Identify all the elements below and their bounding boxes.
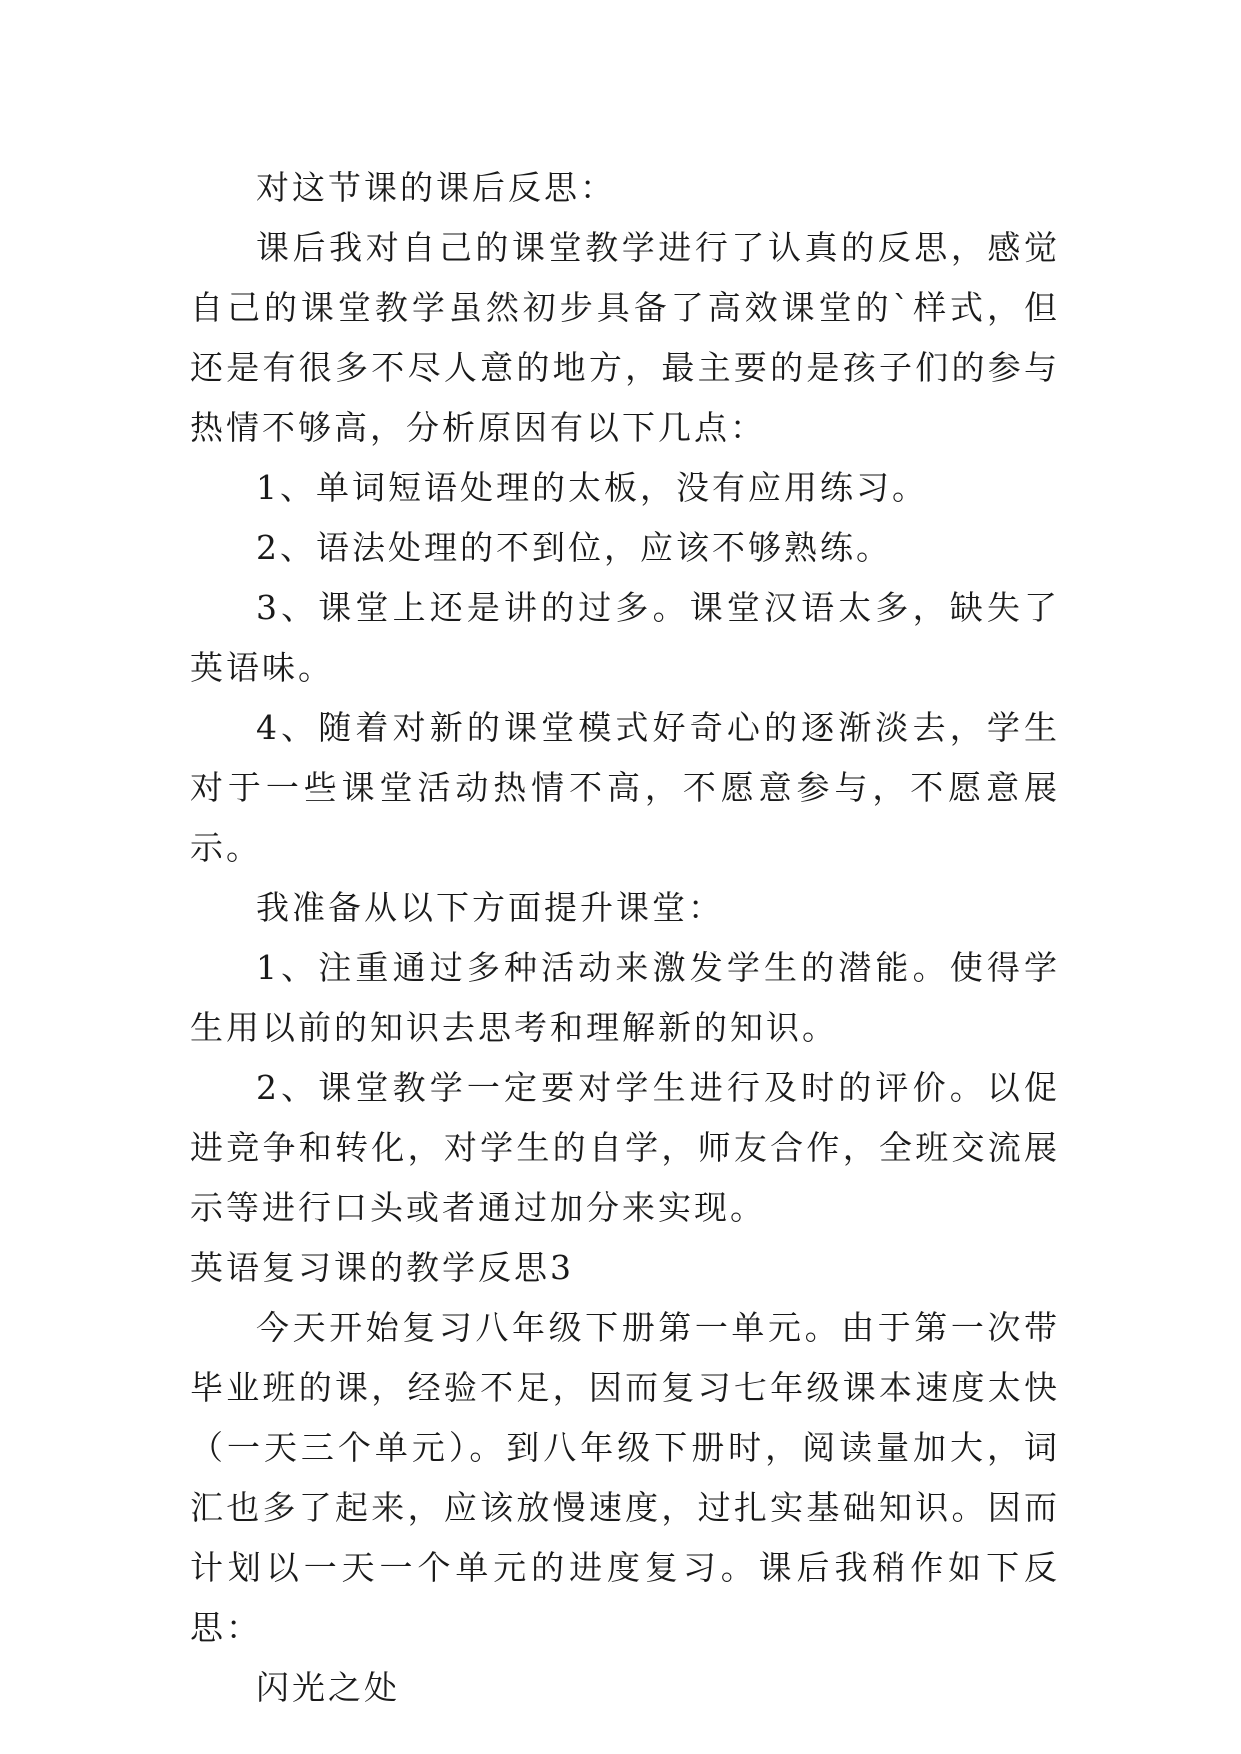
paragraph-point-3: 3、课堂上还是讲的过多。课堂汉语太多，缺失了英语味。 [190,588,1060,687]
document-body [190,158,1060,1718]
paragraph-reflection-analysis: 课后我对自己的课堂教学进行了认真的反思，感觉自己的课堂教学虽然初步具备了高效课堂的`样式，但还是有很多不尽人意的地方，最主要的是孩子们的参与热情不够高，分析原因有以下几点： [190,228,1060,447]
paragraph-reflection-intro: 对这节课的课后反思： [256,168,616,207]
paragraph-improvement-intro: 我准备从以下方面提升课堂： [256,888,724,927]
paragraph-point-4: 4、随着对新的课堂模式好奇心的逐渐淡去，学生对于一些课堂活动热情不高，不愿意参与，不愿意展示。 [190,708,1060,867]
paragraph-highlights-heading: 闪光之处 [256,1668,400,1707]
paragraph-review-intro: 今天开始复习八年级下册第一单元。由于第一次带毕业班的课，经验不足，因而复习七年级课本速度太快（一天三个单元）。到八年级下册时，阅读量加大，词汇也多了起来，应该放慢速度，过扎实基础知识。因而计划以一天一个单元的进度复习。课后我稍作如下反思： [190,1308,1060,1647]
paragraph-improvement-1: 1、注重通过多种活动来激发学生的潜能。使得学生用以前的知识去思考和理解新的知识。 [190,948,1060,1047]
paragraph-point-2: 2、语法处理的不到位，应该不够熟练。 [256,528,892,567]
section-heading: 英语复习课的教学反思3 [190,1248,574,1287]
paragraph-improvement-2: 2、课堂教学一定要对学生进行及时的评价。以促进竞争和转化，对学生的自学，师友合作，全班交流展示等进行口头或者通过加分来实现。 [190,1068,1060,1227]
paragraph-point-1: 1、单词短语处理的太板，没有应用练习。 [256,468,928,507]
